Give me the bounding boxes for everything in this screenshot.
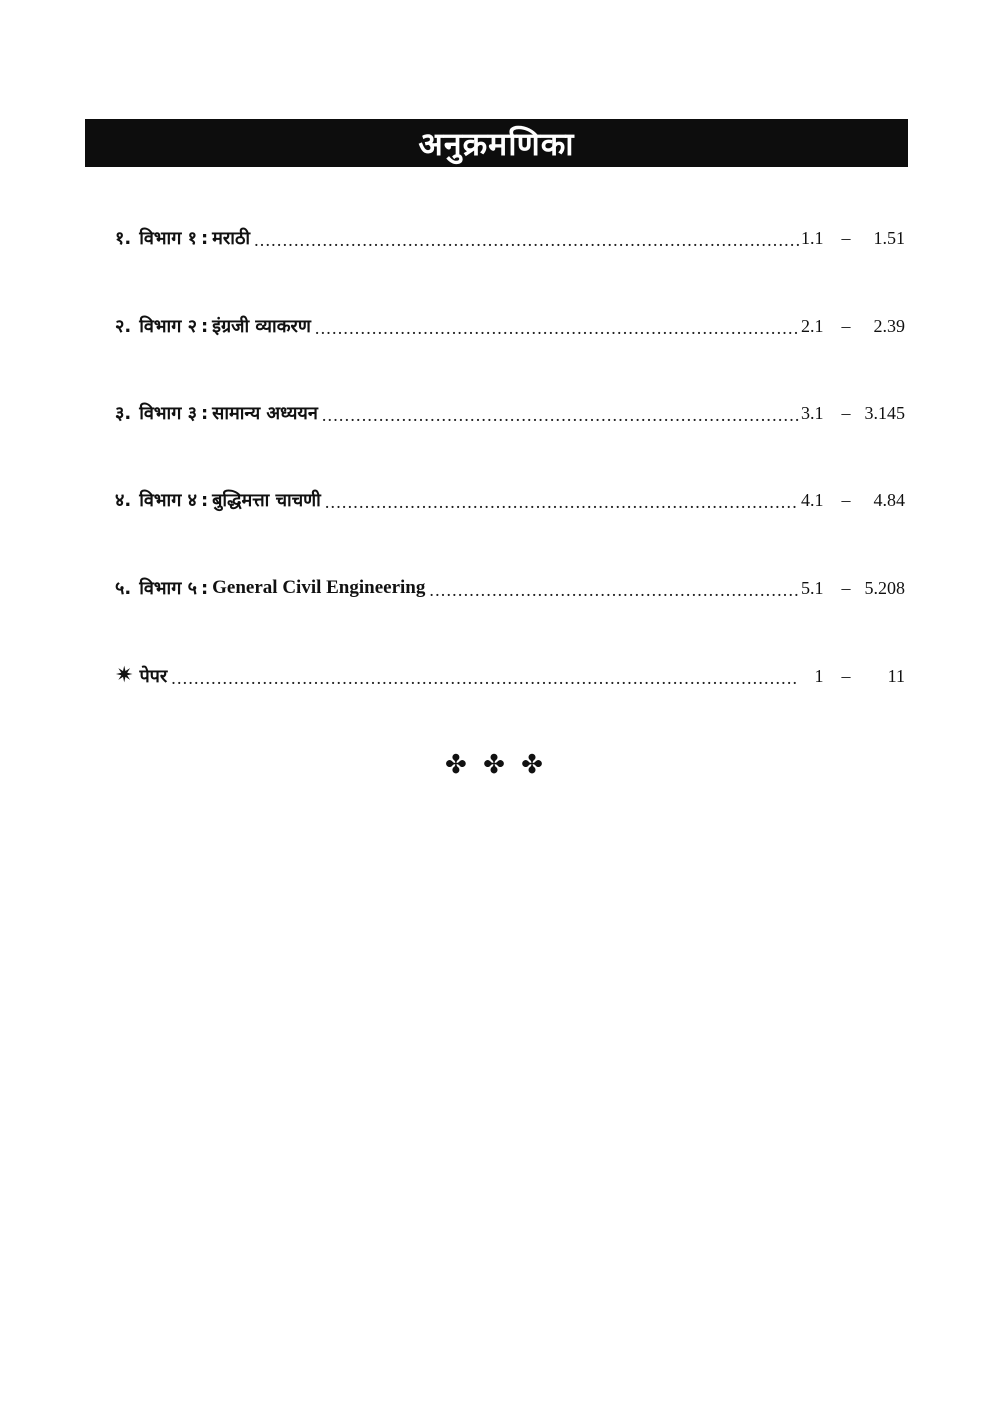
entry-section: पेपर (139, 666, 168, 687)
entry-label: विभाग १ (139, 228, 197, 249)
page-from: 1.1 (801, 227, 824, 248)
page-to: 2.39 (873, 315, 905, 336)
dot-leader (254, 230, 799, 251)
entry-number: ४. (115, 490, 132, 511)
page-range (801, 578, 905, 599)
page-to: 4.84 (873, 489, 905, 510)
page-dash: – (841, 665, 851, 686)
toc-entry-paper[interactable] (115, 658, 905, 694)
star-burst-icon: ✷ (115, 663, 134, 688)
entry-section: General Civil Engineering (212, 577, 426, 598)
page-from: 5.1 (801, 577, 824, 598)
page-from: 3.1 (801, 402, 824, 423)
entry-section: सामान्य अध्ययन (212, 403, 318, 424)
page-to: 5.208 (864, 577, 905, 598)
toc-entry-2[interactable] (115, 308, 905, 344)
entry-label: विभाग ४ (139, 490, 197, 511)
entry-separator: : (200, 402, 209, 424)
entry-separator: : (200, 489, 209, 511)
entry-section: मराठी (212, 228, 251, 249)
page-to: 11 (887, 665, 905, 686)
page-title: अनुक्रमणिका (418, 124, 575, 163)
page-range (801, 403, 905, 424)
dot-leader (325, 492, 799, 513)
entry-section: इंग्रजी व्याकरण (212, 316, 311, 337)
entry-section: बुद्धिमत्ता चाचणी (212, 490, 321, 511)
dot-leader (429, 580, 799, 601)
toc-entry-4[interactable] (115, 482, 905, 518)
page-range (801, 316, 905, 337)
page-range (801, 228, 905, 249)
page-from: 1 (814, 665, 824, 686)
entry-separator: : (200, 227, 209, 249)
toc-entry-3[interactable] (115, 395, 905, 431)
page-dash: – (841, 315, 851, 336)
page-range (801, 666, 905, 687)
dot-leader (171, 668, 799, 689)
entry-label: विभाग २ (139, 316, 197, 337)
toc-entry-1[interactable] (115, 220, 905, 256)
page-range (801, 490, 905, 511)
page-dash: – (841, 227, 851, 248)
entry-number: १. (115, 228, 132, 249)
entry-number: २. (115, 316, 132, 337)
club-flower-icon: ✤ ✤ ✤ (445, 750, 547, 780)
entry-separator: : (200, 315, 209, 337)
page-from: 2.1 (801, 315, 824, 336)
entry-number: ५. (115, 578, 132, 599)
toc-entry-5[interactable] (115, 570, 905, 606)
page-dash: – (841, 402, 851, 423)
entry-separator: : (200, 577, 209, 599)
page-dash: – (841, 489, 851, 510)
entry-number: ३. (115, 403, 132, 424)
page-from: 4.1 (801, 489, 824, 510)
dot-leader (315, 318, 799, 339)
dot-leader (322, 405, 799, 426)
page-to: 1.51 (873, 227, 905, 248)
page-to: 3.145 (864, 402, 905, 423)
entry-label: विभाग ३ (139, 403, 197, 424)
entry-label: विभाग ५ (139, 578, 197, 599)
title-banner (85, 119, 908, 167)
page-dash: – (841, 577, 851, 598)
